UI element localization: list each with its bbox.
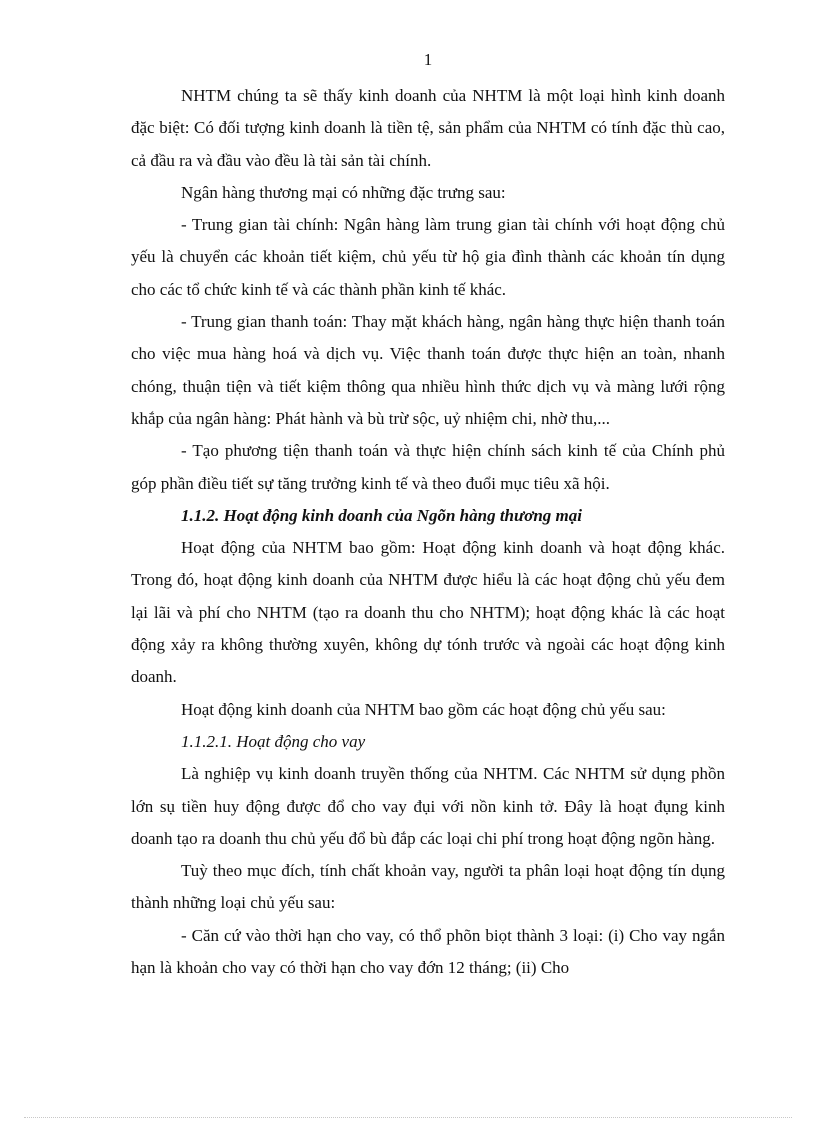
paragraph-classification: Tuỳ theo mục đích, tính chất khoản vay, người ta phân loại hoạt động tín dụng thành những loại chủ yếu sau: — [131, 861, 725, 913]
paragraph-payment-intermediary: - Trung gian thanh toán: Thay mặt khách hàng, ngân hàng thực hiện thanh toán cho việc mua hàng hoá và dịch vụ. Việc thanh toán được thực hiện an toàn, nhanh chóng, thuận tiện và tiết kiệm thông qua nhiều hình thức dịch vụ và màng lưới rộng khắp của ngân hàng: Phát hành và bù trừ sộc, uỷ nhiệm chi, nhờ thu,... — [131, 312, 725, 428]
section-heading-1-1-2: 1.1.2. Hoạt động kinh doanh của Ngõn hàng thương mại — [181, 505, 582, 525]
page-bottom-divider — [24, 1117, 792, 1118]
paragraph-term-basis: - Căn cứ vào thời hạn cho vay, có thổ phõn biọt thành 3 loại: (i) Cho vay ngắn hạn là khoản cho vay có thời hạn cho vay đớn 12 tháng; (ii) Cho — [131, 925, 725, 978]
paragraph-intro: NHTM chúng ta sẽ thấy kinh doanh của NHTM là một loại hình kinh doanh đặc biệt: Có đối tượng kinh doanh là tiền tệ, sản phẩm của NHTM có tính đặc thù cao, cả đầu ra và đầu vào đều là tài sản tài chính. — [131, 86, 725, 170]
paragraph-financial-intermediary: - Trung gian tài chính: Ngân hàng làm trung gian tài chính với hoạt động chủ yếu là chuyển các khoản tiết kiệm, chủ yếu từ hộ gia đình thành các khoản tín dụng cho các tổ chức kinh tế và các thành phần kinh tế khác. — [131, 215, 725, 299]
paragraph-main-activities: Hoạt động kinh doanh của NHTM bao gồm các hoạt động chủ yếu sau: — [181, 699, 666, 719]
section-heading-1-1-2-1: 1.1.2.1. Hoạt động cho vay — [181, 731, 366, 751]
page-number: 1 — [423, 50, 433, 69]
document-body — [131, 80, 725, 984]
paragraph-lending: Là nghiệp vụ kinh doanh truyền thống của NHTM. Các NHTM sử dụng phồn lớn sụ tiền huy động được đổ cho vay đụi với nồn kinh tở. Đây là hoạt đụng kinh doanh tạo ra doanh thu chủ yếu đổ bù đắp các loại chi phí trong hoạt động ngõn hàng. — [131, 764, 725, 848]
paragraph-payment-means: - Tạo phương tiện thanh toán và thực hiện chính sách kinh tế của Chính phủ góp phần điều tiết sự tăng trưởng kinh tế và theo đuổi mục tiêu xã hội. — [131, 441, 725, 493]
paragraph-characteristics-lead: Ngân hàng thương mại có những đặc trưng sau: — [181, 182, 506, 202]
paragraph-activities: Hoạt động của NHTM bao gồm: Hoạt động kinh doanh và hoạt động khác. Trong đó, hoạt động kinh doanh của NHTM được hiểu là các hoạt động chủ yếu đem lại lãi và phí cho NHTM (tạo ra doanh thu cho NHTM); hoạt động khác là các hoạt động xảy ra không thường xuyên, không dự tónh trước và ngoài các hoạt động kinh doanh. — [131, 538, 725, 687]
